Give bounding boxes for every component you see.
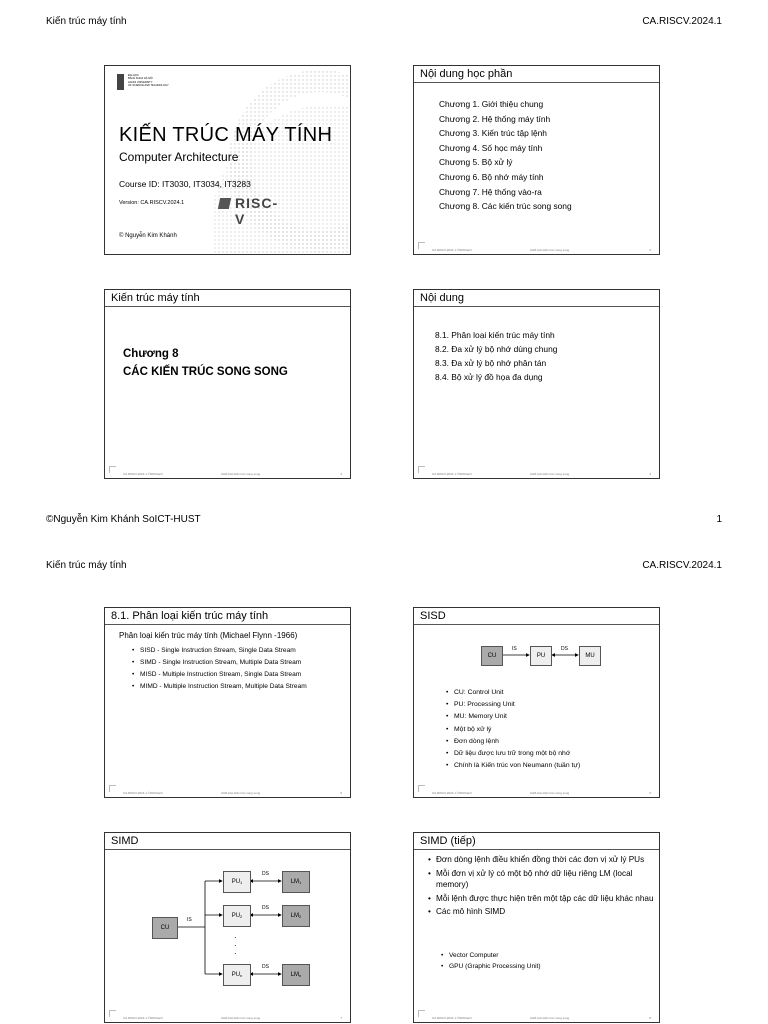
is-label: IS: [512, 646, 517, 652]
list-item: Chương 8. Các kiến trúc song song: [439, 201, 572, 212]
slide-title: Nội dung học phần: [420, 68, 513, 80]
author: © Nguyễn Kim Khánh: [119, 233, 177, 239]
list-item: Chương 2. Hệ thống máy tính: [439, 113, 551, 124]
slide-footer: CA.RISCV.2024.1 ©NKKhanh CH8-Các kiến trúc song song 5: [123, 791, 342, 795]
list-item: • MIMD - Multiple Instruction Stream, Multiple Data Stream: [132, 682, 342, 691]
slide-8: [413, 832, 660, 1023]
list-item: • Đơn dòng lệnh: [446, 736, 656, 748]
course-id: Course ID: IT3030, IT3034, IT3283: [119, 179, 251, 189]
title-divider: [105, 306, 350, 307]
list-item: • SISD - Single Instruction Stream, Single Data Stream: [132, 646, 342, 655]
slide-title: SIMD (tiếp): [420, 835, 476, 847]
ellipsis-dot: ·: [234, 941, 237, 950]
list-item: Chương 5. Bộ xử lý: [439, 157, 513, 168]
list-item: Chương 6. Bộ nhớ máy tính: [439, 171, 544, 182]
slide-title: 8.1. Phân loại kiến trúc máy tính: [111, 610, 269, 622]
simd-list: [428, 854, 654, 918]
pu-box-1: PU 1: [223, 871, 251, 893]
ds-label: DS: [262, 871, 269, 877]
slide-footer: CA.RISCV.2024.1 ©NKKhanh CH8-Các kiến trúc song song 7: [123, 1016, 342, 1020]
corner-mark: [109, 466, 116, 473]
mu-box: MU: [579, 646, 601, 666]
title-divider: [414, 624, 659, 625]
cu-box: CU: [481, 646, 503, 666]
slide-4: [413, 289, 660, 479]
ds-label: DS: [561, 646, 568, 652]
lead-text: Phân loại kiến trúc máy tính (Michael Flynn -1966): [119, 631, 298, 640]
list-item: • Mỗi đơn vị xử lý có một bộ nhớ dữ liệu riêng LM (local memory): [428, 868, 654, 891]
slide-footer: CA.RISCV.2024.1 ©NKKhanh CH8-Các kiến trúc song song 8: [432, 1016, 651, 1020]
slide-footer: CA.RISCV.2024.1 ©NKKhanh CH8-Các kiến trúc song song 2: [432, 248, 651, 252]
list-item: 8.4. Bộ xử lý đồ họa đa dụng: [435, 372, 543, 382]
list-item: • Đơn dòng lệnh điều khiển đồng thời các đơn vị xử lý PUs: [428, 854, 654, 866]
chapter-name: CÁC KIẾN TRÚC SONG SONG: [123, 366, 288, 378]
flynn-list: [132, 646, 342, 691]
is-label: IS: [187, 917, 192, 923]
title-divider: [414, 306, 659, 307]
contents-list: [435, 328, 557, 384]
list-item: 8.3. Đa xử lý bộ nhớ phân tán: [435, 358, 547, 368]
lm-box-n: LM n: [282, 964, 310, 986]
ds-label: DS: [262, 905, 269, 911]
simd-sublist: [441, 950, 641, 972]
chapter-number: Chương 8: [123, 348, 179, 360]
course-subtitle: Computer Architecture: [119, 150, 239, 164]
list-item: 8.2. Đa xử lý bộ nhớ dùng chung: [435, 344, 558, 354]
logo-line: BÁCH KHOA HÀ NỘI: [128, 77, 153, 81]
list-item: • Chính là Kiến trúc von Neumann (tuần tự): [446, 760, 656, 772]
ellipsis-dot: ·: [234, 949, 237, 958]
list-item: Chương 1. Giới thiệu chung: [439, 99, 544, 109]
slide-title: SISD: [420, 610, 446, 622]
corner-mark: [418, 1010, 425, 1017]
corner-mark: [418, 466, 425, 473]
slide-title: SIMD: [111, 835, 139, 847]
page2-header-right: CA.RISCV.2024.1: [642, 560, 722, 571]
logo-line: OF SCIENCE AND TECHNOLOGY: [128, 84, 169, 88]
title-divider: [414, 849, 659, 850]
list-item: • PU: Processing Unit: [446, 699, 656, 711]
slide-footer: CA.RISCV.2024.1 ©NKKhanh CH8-Các kiến trúc song song 4: [432, 472, 651, 476]
logo-line: ĐẠI HỌC: [128, 74, 139, 77]
slide-title: Kiến trúc máy tính: [111, 292, 200, 304]
slide-title: Nội dung: [420, 292, 465, 304]
sisd-list: [446, 687, 656, 772]
logo-line: HANOI UNIVERSITY: [128, 80, 153, 84]
corner-mark: [109, 1010, 116, 1017]
page1-header-right: CA.RISCV.2024.1: [642, 16, 722, 27]
title-divider: [105, 624, 350, 625]
list-item: • MU: Memory Unit: [446, 711, 656, 723]
pu-box-2: PU 2: [223, 905, 251, 927]
pu-box: PU: [530, 646, 552, 666]
cu-box: CU: [152, 917, 178, 939]
slide-7: [104, 832, 351, 1023]
list-item: Chương 3. Kiến trúc tập lệnh: [439, 128, 547, 139]
chapter-list: [439, 97, 572, 214]
slide-footer: CA.RISCV.2024.1 ©NKKhanh CH8-Các kiến trúc song song 3: [123, 472, 342, 476]
slide-2: [413, 65, 660, 255]
list-item: • Dữ liệu được lưu trữ trong một bộ nhớ: [446, 748, 656, 760]
list-item: • Vector Computer: [441, 950, 641, 961]
list-item: • SIMD - Single Instruction Stream, Multiple Data Stream: [132, 658, 342, 667]
ellipsis-dot: ·: [234, 933, 237, 942]
corner-mark: [109, 785, 116, 792]
list-item: • Các mô hình SIMD: [428, 906, 654, 918]
list-item: • Một bộ xử lý: [446, 724, 656, 736]
slide-5: [104, 607, 351, 798]
slide-1: ĐẠI HỌC BÁCH KHOA HÀ NỘI HANOI UNIVERSITY OF SCIENCE AND TECHNOLOGY KIẾN TRÚC MÁY TÍNH Computer Architecture Course ID: IT3030, IT3034, IT3283 Version: CA.RISCV.2024.1 RISC-V © Nguyễn Kim Khánh: [104, 65, 351, 255]
title-divider: [414, 82, 659, 83]
page1-header-left: Kiến trúc máy tính: [46, 16, 127, 27]
list-item: Chương 7. Hệ thống vào-ra: [439, 186, 542, 197]
list-item: • CU: Control Unit: [446, 687, 656, 699]
ds-label: DS: [262, 964, 269, 970]
course-title: KIẾN TRÚC MÁY TÍNH: [119, 124, 333, 146]
version: Version: CA.RISCV.2024.1: [119, 200, 185, 206]
list-item: 8.1. Phân loại kiến trúc máy tính: [435, 330, 555, 340]
list-item: • Mỗi lệnh được thực hiện trên một tập các dữ liệu khác nhau: [428, 893, 654, 905]
pu-box-n: PU n: [223, 964, 251, 986]
slide-footer: CA.RISCV.2024.1 ©NKKhanh CH8-Các kiến trúc song song 6: [432, 791, 651, 795]
page1-footer-left: ©Nguyễn Kim Khánh SoICT-HUST: [46, 514, 201, 525]
lm-box-1: LM 1: [282, 871, 310, 893]
page2-header-left: Kiến trúc máy tính: [46, 560, 127, 571]
slide-3: [104, 289, 351, 479]
slide-6: [413, 607, 660, 798]
lm-box-2: LM 2: [282, 905, 310, 927]
list-item: Chương 4. Số học máy tính: [439, 142, 543, 153]
corner-mark: [418, 242, 425, 249]
page1-number: 1: [716, 514, 722, 525]
list-item: • GPU (Graphic Processing Unit): [441, 961, 641, 972]
list-item: • MISD - Multiple Instruction Stream, Single Data Stream: [132, 670, 342, 679]
corner-mark: [418, 785, 425, 792]
